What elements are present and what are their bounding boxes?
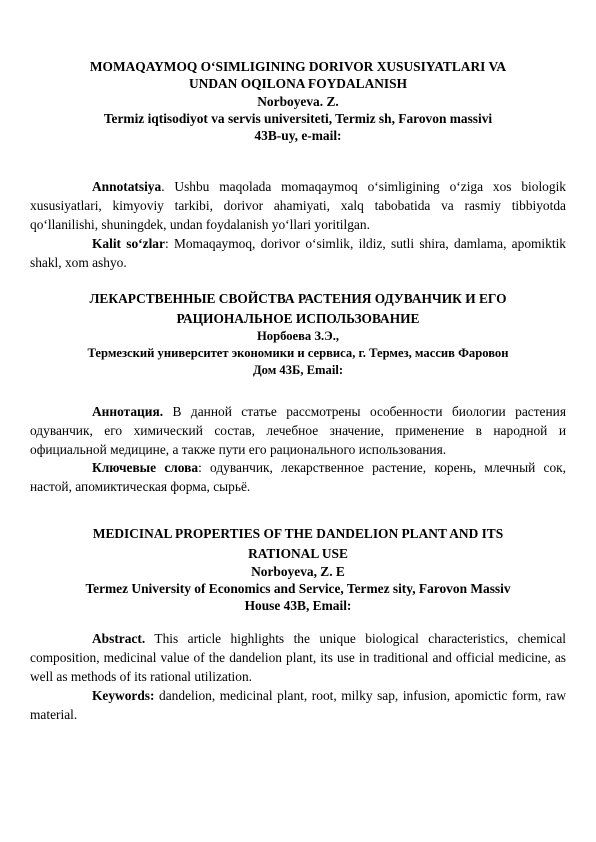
en-keywords-text: dandelion, medicinal plant, root, milky sap, infusion, apomictic form, raw material.: [30, 688, 566, 722]
uz-title-line1: MOMAQAYMOQ O‘SIMLIGINING DORIVOR XUSUSIYATLARI VA: [89, 59, 507, 74]
uz-keywords-text: : Momaqaymoq, dorivor o‘simlik, ildiz, sutli shira, damlama, apomiktik shakl, xom ashyo.: [30, 236, 566, 270]
uz-keywords-label: Kalit so‘zlar: [92, 236, 165, 251]
en-author: Norboyeva, Z. E: [251, 564, 345, 579]
en-keywords: [30, 686, 566, 724]
en-abstract-label: Abstract.: [92, 631, 146, 646]
uz-address: 43B-uy, e-mail:: [254, 128, 342, 143]
uz-keywords: [30, 234, 566, 272]
ru-author: Норбоева З.Э.,: [257, 329, 339, 343]
en-title: [30, 524, 566, 564]
en-affiliation: Termez University of Economics and Service, Termez sity, Farovon Massiv: [85, 581, 511, 596]
uz-abstract-label: Annotatsiya: [92, 179, 162, 194]
ru-keywords-label: Ключевые слова: [92, 460, 199, 475]
en-abstract: [30, 629, 566, 686]
uz-title: [30, 58, 566, 92]
en-keywords-label: Keywords:: [92, 688, 155, 703]
en-abstract-text: This article highlights the unique biological characteristics, chemical composition, medicinal value of the dandelion plant, its use in traditional and official medicine, as well as methods of its rational utilization.: [30, 631, 566, 684]
uz-abstract-text: . Ushbu maqolada momaqaymoq o‘simligining o‘ziga xos biologik xususiyatlari, kimyoviy tarkibi, dorivor ahamiyati, xalq tabobatida va rasmiy tibbiyotda qo‘llanilishi, shuningdek, undan foydalanish yo‘llari yoritilgan.: [30, 179, 566, 232]
ru-title-line2: РАЦИОНАЛЬНОЕ ИСПОЛЬЗОВАНИЕ: [176, 311, 420, 326]
ru-address: Дом 43Б, Email:: [252, 363, 344, 377]
ru-keywords-text: : одуванчик, лекарственное растение, корень, млечный сок, настой, апомиктическая форма, сырьё.: [30, 460, 566, 494]
uz-abstract: [30, 177, 566, 234]
ru-abstract-text: В данной статье рассмотрены особенности биологии растения одуванчик, его химический состав, лечебное значение, применение в народной и официальной медицине, а также пути его рационального использования.: [30, 404, 566, 457]
ru-title-line1: ЛЕКАРСТВЕННЫЕ СВОЙСТВА РАСТЕНИЯ ОДУВАНЧИК И ЕГО: [89, 291, 507, 306]
en-title-line1: MEDICINAL PROPERTIES OF THE DANDELION PLANT AND ITS: [92, 526, 504, 541]
ru-affiliation: Термезский университет экономики и сервиса, г. Термез, массив Фаровон: [87, 346, 509, 360]
uz-author: Norboyeva. Z.: [257, 94, 339, 109]
ru-abstract-label: Аннотация.: [92, 404, 164, 419]
en-address: House 43B, Email:: [244, 598, 352, 613]
uz-title-line2: UNDAN OQILONA FOYDALANISH: [189, 76, 407, 91]
uz-affiliation: Termiz iqtisodiyot va servis universiteti, Termiz sh, Farovon massivi: [103, 111, 493, 126]
ru-keywords: [30, 458, 566, 496]
en-title-line2: RATIONAL USE: [248, 546, 348, 561]
ru-title: [30, 289, 566, 329]
ru-abstract: [30, 402, 566, 459]
